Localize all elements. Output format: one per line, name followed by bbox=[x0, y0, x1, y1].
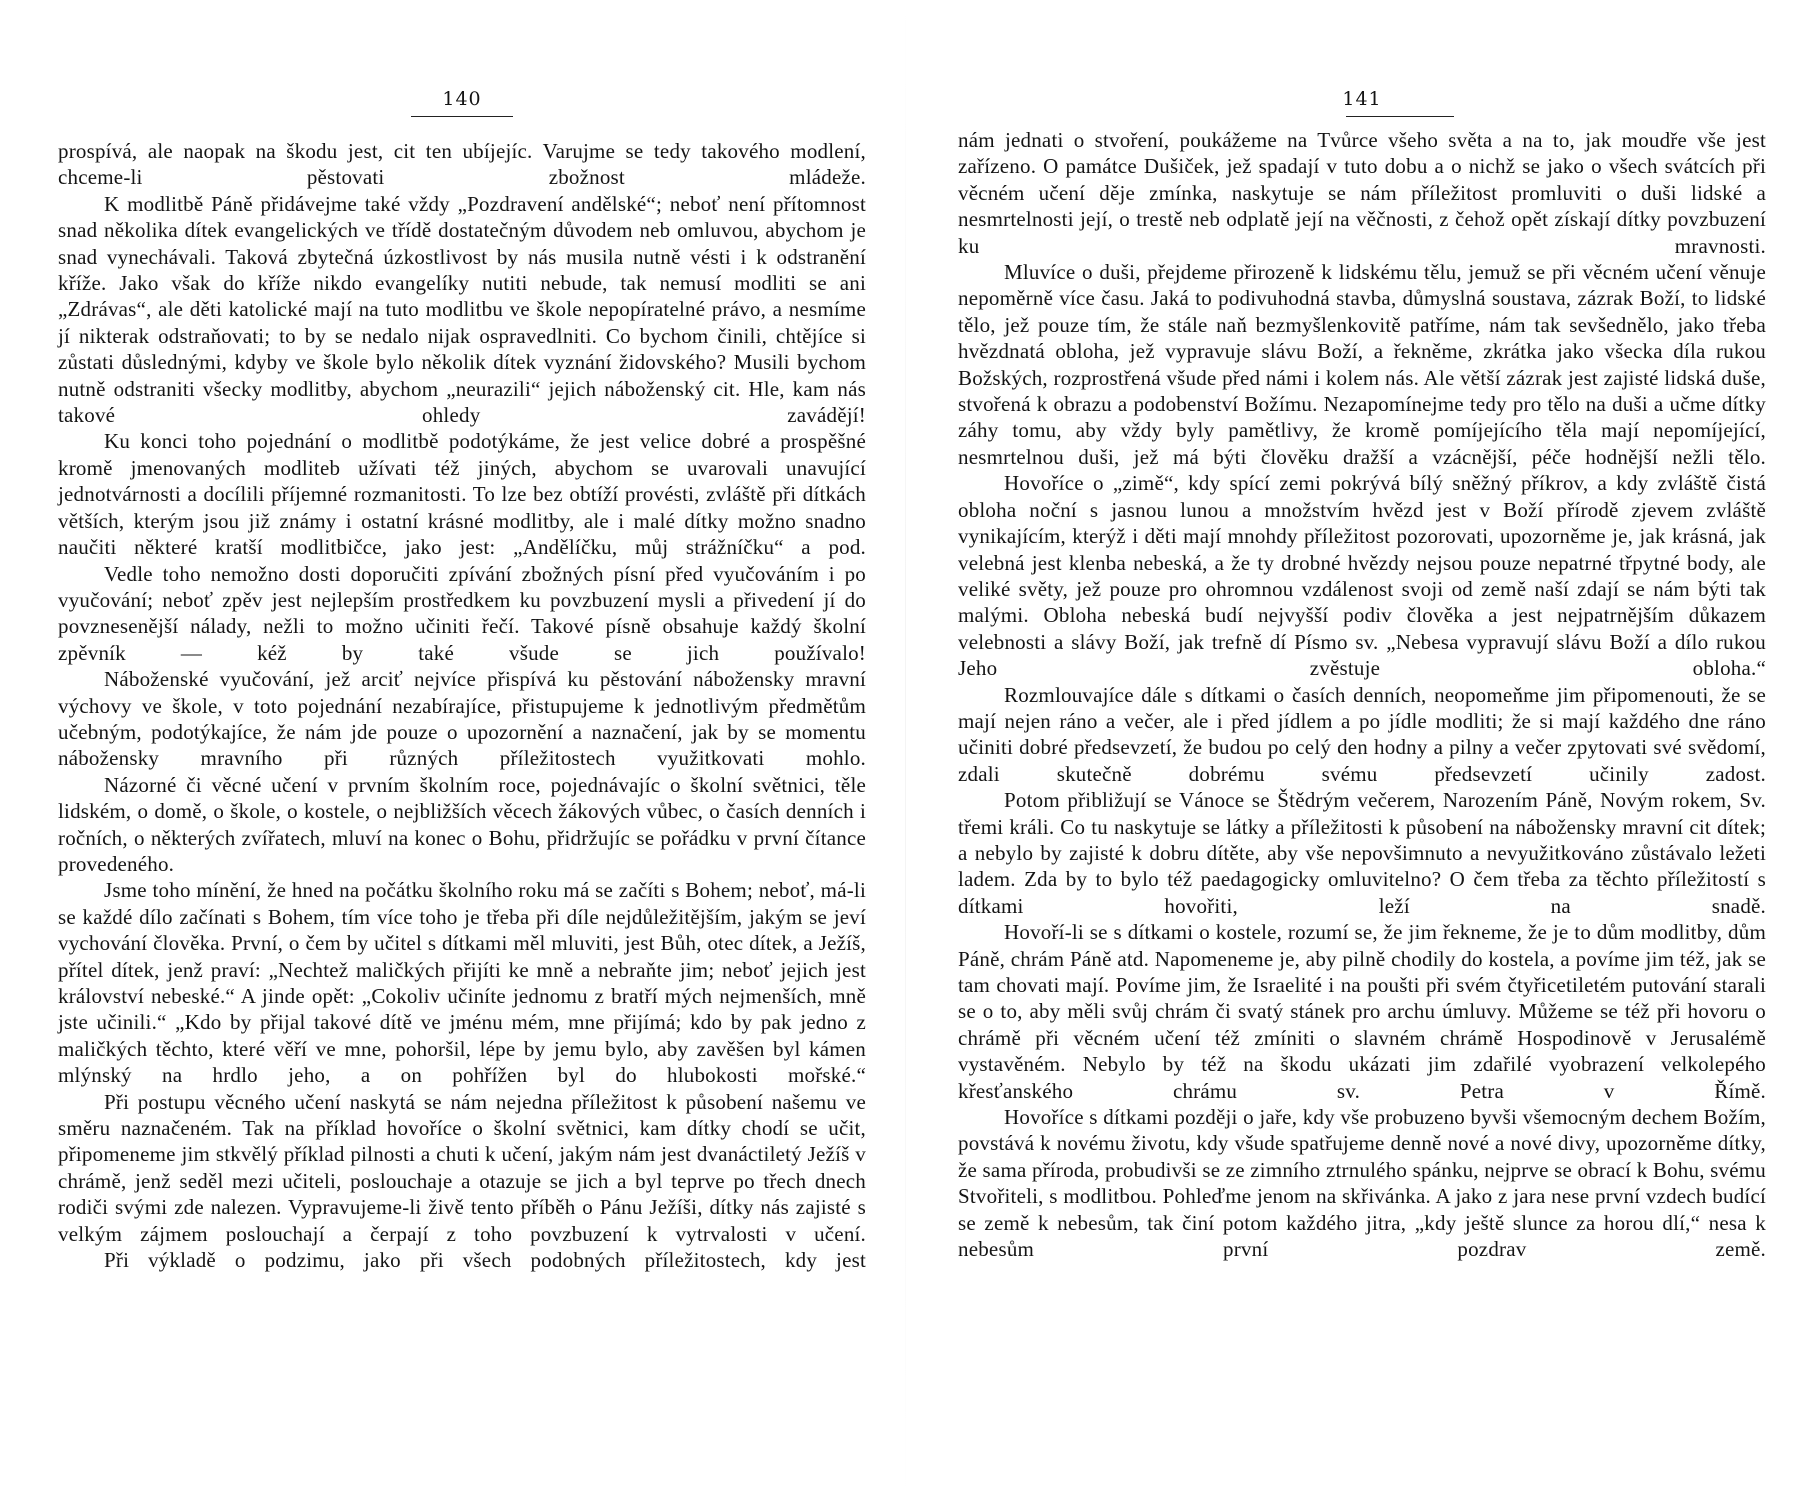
paragraph: Ku konci toho pojednání o modlitbě podotýkáme, že jest velice dobré a prospěšné kromě jmenovaných modliteb užívati též jiných, abychom se uvarovali unavující jednotvárnosti a docílili příjemné rozmanitosti. To lze bez obtíží provésti, zvláště při dítkách větších, kterým jsou již známy i ostatní krásné modlitby, ale i malé dítky možno snadno naučiti některé kratší modlitbičce, jako jest: „Andělíčku, můj strážníčku“ a pod. bbox=[58, 429, 866, 560]
paragraph: Hovoříce o „zimě“, kdy spící zemi pokrývá bílý sněžný příkrov, a kdy zvláště čistá obloha noční s jasnou lunou a množstvím hvězd jest v Boží přírodě zjevem zvláště vynikajícím, kterýž i děti mají mnohdy příležitost pozorovati, upozorněme je, jak krásná, jak velebná jest klenba nebeská, a že ty drobné hvězdy nejsou pouze nepatrné třpytné body, ale veliké světy, jež pouze pro ohromnou vzdálenost svoji od země naší zdají se nám býti tak malými. Obloha nebeská budí nejvyšší podiv člověka a jest nejpatrnějším důkazem velebnosti a slávy Boží, jak trefně dí Písmo sv. „Nebesa vypravují slávu Boží a dílo rukou Jeho zvěstuje obloha.“ bbox=[958, 471, 1766, 681]
right-page-text bbox=[958, 127, 1766, 1262]
paragraph: Rozmlouvajíce dále s dítkami o časích denních, neopomeňme jim připomenouti, že se mají nejen ráno a večer, ale i před jídlem a po jídle modliti; že si mají každého dne ráno učiniti dobré předsevzetí, že budou po celý den hodny a pilny a večer zpytovati své svědomí, zdali skutečně dobrému svému předsevzetí učinily zadost. bbox=[958, 682, 1766, 786]
right-page bbox=[958, 0, 1766, 1500]
paragraph: Mluvíce o duši, přejdeme přirozeně k lidskému tělu, jemuž se při věcném učení věnuje nepoměrně více času. Jaká to podivuhodná stavba, důmyslná soustava, zázrak Boží, to lidské tělo, jež pouze tím, že stále naň bezmyšlenkovitě patříme, nám tak sevšednělo, jako třeba hvězdnatá obloha, jež vypravuje slávu Boží, a řekněme, zkrátka jako všecka díla rukou Božských, rozprostřená všude před námi i kolem nás. Ale větší zázrak jest zajisté lidská duše, stvořená k obrazu a podobenství Božímu. Nezapomínejme tedy pro tělo na duši a učme dítky záhy tomu, aby vždy byly pamětlivy, že kromě pomíjejícího těla mají nepomíjející, nesmrtelnou duši, jež má býti člověku dražší a vzácnější, péče hodnější nežli tělo. bbox=[958, 260, 1766, 469]
paragraph: Názorné či věcné učení v prvním školním roce, pojednávajíc o školní světnici, těle lidském, o domě, o škole, o kostele, o nejbližších věcech žákových vůbec, o časích denních i ročních, o některých zvířatech, mluví na konec o Bohu, přidržujíc se pořádku v první čítance provedeného. bbox=[58, 772, 866, 876]
left-page-text bbox=[58, 138, 866, 1273]
paragraph: Náboženské vyučování, jež arciť nejvíce přispívá ku pěstování nábožensky mravní výchovy ve škole, v toto pojednání nezabírajíce, přistupujeme k jednotlivým předmětům učebným, podotýkajíce, že nám jde pouze o upozornění a naznačení, jak by se momentu nábožensky mravního při různých příležitostech využitkovati mohlo. bbox=[58, 667, 866, 771]
paragraph: Jsme toho mínění, že hned na počátku školního roku má se začíti s Bohem; neboť, má-li se každé dílo začínati s Bohem, tím více toho je třeba při díle nejdůležitějším, jakým se jeví vychování člověka. První, o čem by učitel s dítkami měl mluviti, jest Bůh, otec dítek, a Ježíš, přítel dítek, jenž praví: „Nechtež maličkých přijíti ke mně a nebraňte jim; neboť jejich jest království nebeské.“ A jinde opět: „Cokoliv učiníte jednomu z bratří mých nejmenších, mně jste učinili.“ „Kdo by přijal takové dítě ve jménu mém, mne přijímá; kdo by pak jedno z maličkých těchto, které věří ve mne, pohoršil, lépe by jemu bylo, aby zavěšen byl kámen mlýnský na hrdlo jeho, a on pohřížen byl do hlubokosti mořské.“ bbox=[58, 878, 866, 1088]
paragraph: Potom přibližují se Vánoce se Štědrým večerem, Narozením Páně, Novým rokem, Sv. třemi králi. Co tu naskytuje se látky a příležitosti k působení na nábožensky mravní cit dítek; a nebylo by zajisté k dobru dítěte, aby vše nepovšimnuto a nevyužitkováno zůstávalo ležeti ladem. Zda by to bylo též paedagogicky omluvitelno? O čem třeba za těchto příležitostí s dítkami hovořiti, leží na snadě. bbox=[958, 788, 1766, 918]
page-number-rule-right bbox=[1346, 116, 1454, 117]
paragraph: nám jednati o stvoření, poukážeme na Tvůrce všeho světa a na to, jak moudře vše jest zařízeno. O památce Dušiček, jež spadají v tuto dobu a o nichž se jako o všech svátcích při věcném učení děje zmínka, naskytuje se nám příležitost promluviti o duši lidské a nesmrtelnosti její, o trestě neb odplatě její na věčnosti, z čehož opět získají dítky povzbuzení ku mravnosti. bbox=[958, 128, 1766, 258]
page-number-left: 140 bbox=[442, 88, 482, 110]
paragraph: Hovoříce s dítkami později o jaře, kdy vše probuzeno byvši všemocným dechem Božím, povstává k novému životu, kdy všude spatřujeme denně nové a nové divy, upozorněme dítky, že sama příroda, probudivši se ze zimního ztrnulého spánku, nejprve se obrací k Bohu, svému Stvořiteli, s modlitbou. Pohleďme jenom na skřivánka. A jako z jara nese první vzdech budící se země k nebesům, tak činí potom každého jitra, „kdy ještě slunce za horou dlí,“ nesa k nebesům první pozdrav země. bbox=[958, 1105, 1766, 1262]
paragraph: Při výkladě o podzimu, jako při všech podobných příležitostech, kdy jest bbox=[104, 1248, 866, 1273]
paragraph: Vedle toho nemožno dosti doporučiti zpívání zbožných písní před vyučováním i po vyučování; neboť zpěv jest nejlepším prostředkem ku povzbuzení mysli a přivedení jí do povznesenější nálady, nežli to možno učiniti řečí. Takové písně obsahuje každý školní zpěvník — kéž by také všude se jich používalo! bbox=[58, 561, 866, 665]
book-gutter bbox=[905, 0, 906, 1500]
paragraph: prospívá, ale naopak na škodu jest, cit ten ubíjejíc. Varujme se tedy takového modlení, chceme-li pěstovati zbožnost mládeže. bbox=[58, 139, 866, 190]
paragraph: Hovoří-li se s dítkami o kostele, rozumí se, že jim řekneme, že je to dům modlitby, dům Páně, chrám Páně atd. Napomeneme je, aby pilně chodily do kostela, a povíme jim též, jak se tam chovati mají. Povíme jim, že Israelité i na poušti při svém čtyřicetiletém putování starali se o to, aby měli svůj chrám či svatý stánek pro archu úmluvy. Můžeme se též při hovoru o chrámě při věcném učení též zmíniti o slavném chrámě Hospodinově v Jerusalémě vystavěném. Nebylo by též na škodu ukázati jim zdařilé vyobrazení velkolepého křesťanského chrámu sv. Petra v Římě. bbox=[958, 920, 1766, 1103]
paragraph: K modlitbě Páně přidávejme také vždy „Pozdravení andělské“; neboť není přítomnost snad několika dítek evangelických ve třídě dostatečným důvodem neb omluvou, abychom je snad vynechávali. Taková zbytečná úzkostlivost by nás musila nutně vésti i k odstranění kříže. Jako však do kříže nikdo evangelíky nutiti nebude, tak nemusí modliti se ani „Zdrávas“, ale děti katolické mají na tuto modlitbu ve škole nepopíratelné právo, a nesmíme jí nikterak odstraňovati; to by se nedalo nijak ospravedlniti. Co bychom činili, chtějíce si zůstati důslednými, kdyby ve škole bylo několik dítek vyznání židovského? Musili bychom nutně odstraniti všecky modlitby, abychom „neurazili“ jejich náboženský cit. Hle, kam nás takové ohledy zavádějí! bbox=[58, 191, 866, 428]
paragraph: Při postupu věcného učení naskytá se nám nejedna příležitost k působení našemu ve směru naznačeném. Tak na příklad hovoříce o školní světnici, kam dítky chodí se učit, připomeneme jim stkvělý příklad pilnosti a chuti k učení, jakým nám jest dvanáctiletý Ježíš v chrámě, jenž seděl mezi učiteli, poslouchaje a otazuje se jich a byl teprve po třech dnech rodiči svými zde nalezen. Vypravujeme-li živě tento příběh o Pánu Ježíši, dítky nás zajisté s velkým zájmem poslouchají a čerpají z toho povzbuzení k vytrvalosti v učení. bbox=[58, 1089, 866, 1246]
left-page bbox=[58, 0, 866, 1500]
page-number-right: 141 bbox=[1342, 88, 1382, 110]
page-number-rule-left bbox=[411, 116, 513, 117]
